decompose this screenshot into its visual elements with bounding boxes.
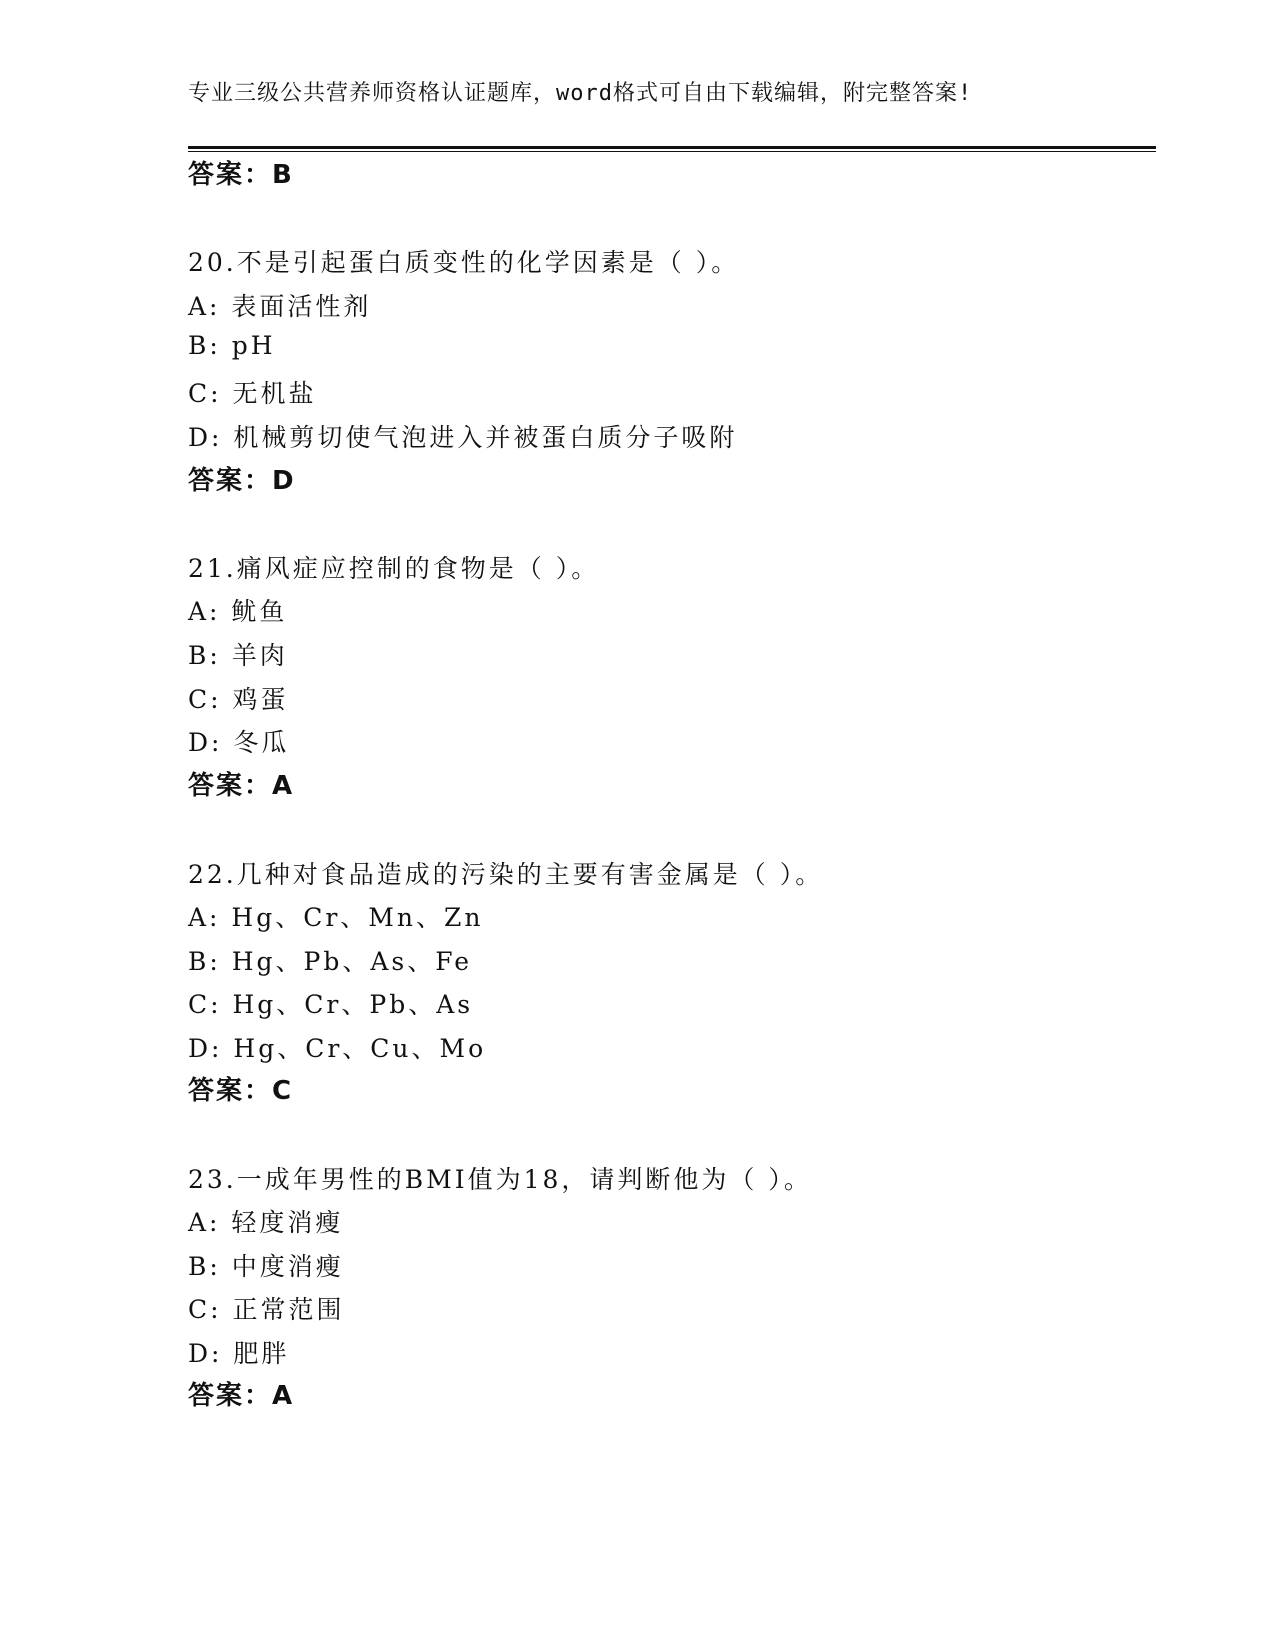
option-b: B: 中度消瘦 [188,1252,344,1281]
question-stem: 22.几种对食品造成的污染的主要有害金属是（ ）。 [188,860,824,889]
header-rule-thin [188,151,1156,152]
question-stem: 21.痛风症应控制的食物是（ ）。 [188,554,600,583]
option-d: D: 机械剪切使气泡进入并被蛋白质分子吸附 [188,423,738,452]
option-d: D: 冬瓜 [188,728,290,757]
answer: 答案：A [188,771,295,801]
option-b: B: pH [188,331,276,360]
previous-answer: 答案：B [188,160,294,190]
answer: 答案：A [188,1381,295,1411]
option-c: C: 无机盐 [188,379,317,408]
option-c: C: 正常范围 [188,1295,345,1324]
option-a: A: Hg、Cr、Mn、Zn [188,903,484,932]
option-c: C: 鸡蛋 [188,685,289,714]
answer: 答案：C [188,1076,294,1106]
option-a: A: 鱿鱼 [188,597,288,626]
page-header: 专业三级公共营养师资格认证题库，word格式可自由下载编辑，附完整答案! [188,81,973,106]
answer: 答案：D [188,466,296,496]
option-c: C: Hg、Cr、Pb、As [188,990,474,1019]
option-b: B: 羊肉 [188,641,288,670]
question-stem: 23.一成年男性的BMI值为18，请判断他为（ ）。 [188,1165,812,1194]
option-d: D: Hg、Cr、Cu、Mo [188,1034,487,1063]
option-a: A: 表面活性剂 [188,292,372,321]
question-stem: 20.不是引起蛋白质变性的化学因素是（ ）。 [188,248,740,277]
option-b: B: Hg、Pb、As、Fe [188,947,473,976]
header-rule-thick [188,146,1156,149]
option-a: A: 轻度消瘦 [188,1208,344,1237]
option-d: D: 肥胖 [188,1339,290,1368]
